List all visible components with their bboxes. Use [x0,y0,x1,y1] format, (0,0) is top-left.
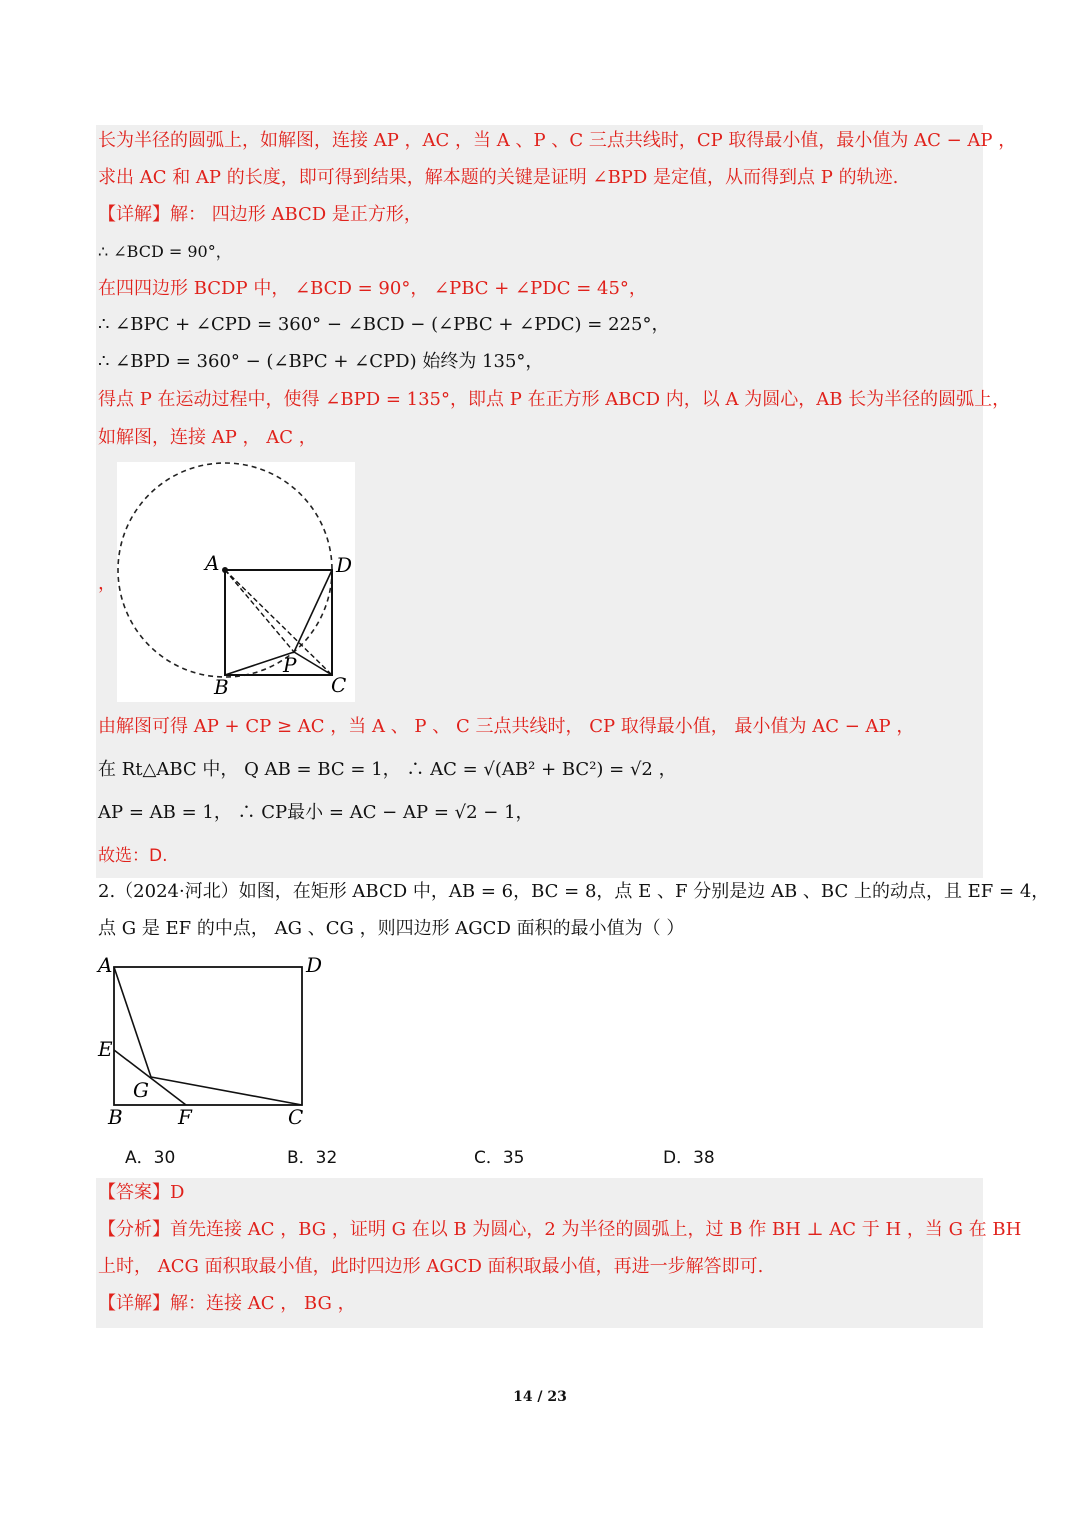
vertex-label-a: A [205,551,220,575]
option-c: C．35 [474,1148,525,1168]
detail-line: 【详解】解：连接 AC ， BG ， [98,1293,356,1314]
solution-line: 【详解】解： 四边形 ABCD 是正方形， [98,204,422,225]
rectangle-diagram [96,952,323,1132]
option-b: B．32 [287,1148,338,1168]
solution-line: 在 Rt△ABC 中， Q AB = BC = 1， ∴ AC = √(AB² + BC²) = √2 ， [98,759,677,780]
vertex-label-c: C [288,1105,304,1129]
option-a: A．30 [125,1148,176,1168]
solution-line: 求出 AC 和 AP 的长度，即可得到结果，解本题的关键是证明 ∠BPD 是定值，从而得到点 P 的轨迹. [98,167,899,188]
analysis-line: 【分析】首先连接 AC ，BG ，证明 G 在以 B 为圆心，2 为半径的圆弧上，过 B 作 BH ⊥ AC 于 H ，当 G 在 BH [98,1219,1022,1240]
square-circle-diagram [117,462,355,702]
solution-line: ∴ ∠BPC + ∠CPD = 360° − ∠BCD − (∠PBC + ∠PDC) = 225°， [98,314,670,335]
point-label-p: P [283,653,297,677]
solution-figure [117,462,355,702]
solution-line: 由解图可得 AP + CP ≥ AC ，当 A 、 P 、 C 三点共线时， CP 取得最小值， 最小值为 AC − AP ， [98,716,915,737]
vertex-label-a: A [98,953,113,977]
point-label-f: F [178,1105,192,1129]
solution-line: 得点 P 在运动过程中，使得 ∠BPD = 135°，即点 P 在正方形 ABCD 内，以 A 为圆心，AB 长为半径的圆弧上， [98,389,1011,410]
option-d: D．38 [663,1148,715,1168]
solution-line: ∴ ∠BCD = 90°， [98,242,232,261]
page-number: 14 / 23 [513,1389,567,1405]
vertex-label-b: B [214,675,229,699]
solution-line: 故选：D. [98,846,168,866]
vertex-label-d: D [336,553,353,577]
solution-line: ， [98,573,116,594]
solution-line: 如解图，连接 AP ， AC ， [98,427,317,448]
vertex-label-d: D [306,953,323,977]
solution-line: ∴ ∠BPD = 360° − (∠BPC + ∠CPD) 始终为 135°， [98,351,544,372]
question-line: 点 G 是 EF 的中点， AG 、CG ，则四边形 AGCD 面积的最小值为（ ） [98,918,685,939]
point-label-g: G [133,1078,149,1102]
solution-line: AP = AB = 1， ∴ CP最小 = AC − AP = √2 − 1， [98,802,534,823]
vertex-label-c: C [331,673,347,697]
solution-line: 在四四边形 BCDP 中， ∠BCD = 90°， ∠PBC + ∠PDC = 45°， [98,278,647,299]
question-figure [96,952,323,1132]
answer-line: 【答案】D [98,1182,185,1203]
vertex-label-b: B [108,1105,123,1129]
point-label-e: E [98,1037,113,1061]
question-line: 2.（2024·河北）如图，在矩形 ABCD 中，AB = 6，BC = 8，点 E 、F 分别是边 AB 、BC 上的动点，且 EF = 4， [98,881,1050,902]
analysis-line: 上时， ACG 面积取最小值，此时四边形 AGCD 面积取最小值，再进一步解答即可. [98,1256,764,1277]
solution-line: 长为半径的圆弧上，如解图，连接 AP ，AC ，当 A 、P 、C 三点共线时，CP 取得最小值，最小值为 AC − AP ， [98,130,1017,151]
